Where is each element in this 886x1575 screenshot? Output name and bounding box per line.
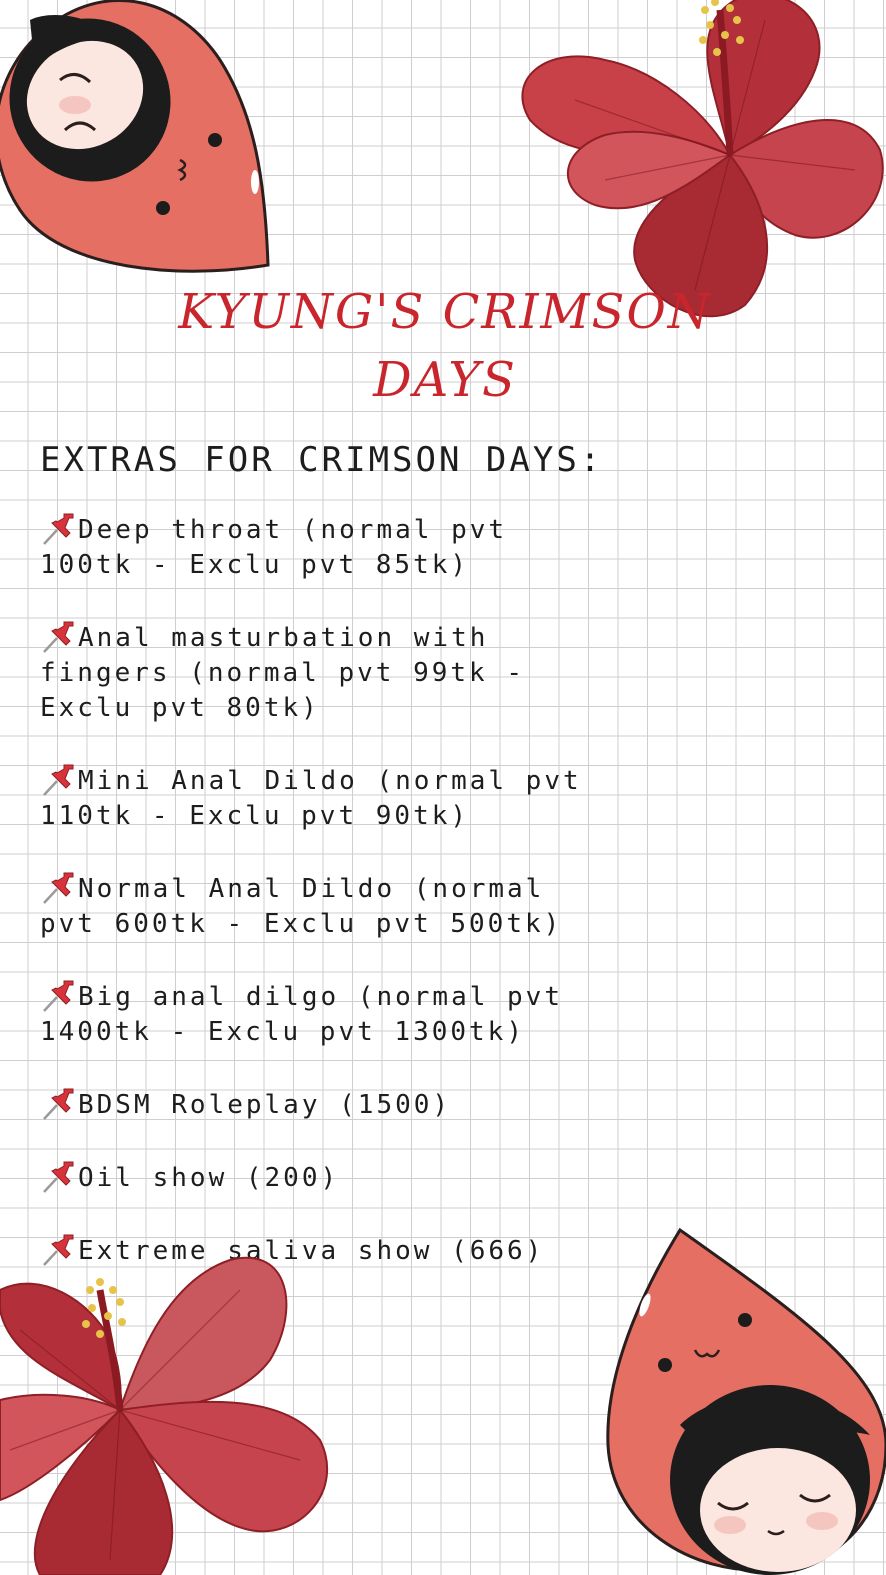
list-item xyxy=(40,1085,600,1123)
list-item xyxy=(40,761,600,834)
pushpin-icon xyxy=(40,618,78,654)
pushpin-icon xyxy=(40,761,78,797)
droplet-character-bottom-right xyxy=(600,1225,886,1575)
hibiscus-flower-bottom-left xyxy=(0,1250,345,1575)
pushpin-icon xyxy=(40,869,78,905)
pushpin-icon xyxy=(40,977,78,1013)
extras-list xyxy=(40,510,600,1304)
item-text: BDSM Roleplay (1500) xyxy=(78,1090,452,1120)
item-text: Mini Anal Dildo (normal pvt 110tk - Exclu pvt 90tk) xyxy=(40,766,582,831)
list-item xyxy=(40,1158,600,1196)
pushpin-icon xyxy=(40,1158,78,1194)
pushpin-icon xyxy=(40,1085,78,1121)
item-text: Oil show (200) xyxy=(78,1163,340,1193)
item-text: Deep throat (normal pvt 100tk - Exclu pvt 85tk) xyxy=(40,515,508,580)
list-item xyxy=(40,510,600,583)
item-text: Extreme saliva show (666) xyxy=(78,1236,545,1266)
droplet-character-top-left xyxy=(0,0,280,280)
hibiscus-flower-top-right xyxy=(515,0,886,320)
item-text: Normal Anal Dildo (normal pvt 600tk - Exclu pvt 500tk) xyxy=(40,874,563,939)
pushpin-icon xyxy=(40,510,78,546)
list-item xyxy=(40,869,600,942)
item-text: Big anal dilgo (normal pvt 1400tk - Exclu pvt 1300tk) xyxy=(40,982,563,1047)
section-heading: EXTRAS FOR CRIMSON DAYS: xyxy=(40,440,604,480)
list-item xyxy=(40,977,600,1050)
page-title: KYUNG'S CRIMSON DAYS xyxy=(178,284,712,408)
item-text: Anal masturbation with fingers (normal pvt 99tk - Exclu pvt 80tk) xyxy=(40,623,525,723)
list-item xyxy=(40,618,600,726)
